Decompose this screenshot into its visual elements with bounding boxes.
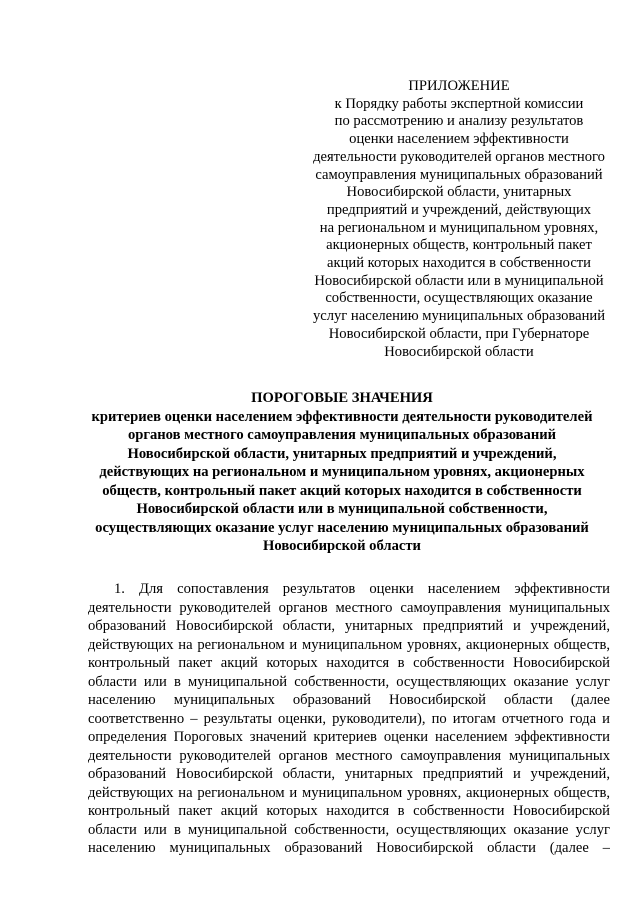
body-line: контрольный пакет акций которых находится в собственности Новосибирской xyxy=(88,655,610,671)
title-line: осуществляющих оказание услуг населению муниципальных образований xyxy=(95,519,589,536)
body-line: соответственно – результаты оценки, руководители), по итогам отчетного года и xyxy=(88,710,610,727)
body-line: деятельности руководителей органов местного самоуправления муниципальных xyxy=(88,747,610,764)
body-line: населению муниципальных образований Новосибирской области (далее – xyxy=(88,840,610,856)
appendix-line: деятельности руководителей органов местного xyxy=(313,148,605,165)
appendix-header xyxy=(300,78,618,361)
appendix-line: собственности, осуществляющих оказание xyxy=(325,290,593,307)
title-line: Новосибирской области, унитарных предприятий и учреждений, xyxy=(127,445,557,462)
appendix-line: Новосибирской области, унитарных xyxy=(346,184,572,201)
appendix-line: услуг населению муниципальных образований xyxy=(312,308,606,325)
appendix-line: Новосибирской области xyxy=(384,343,534,360)
body-line: действующих на региональном и муниципальном уровнях, акционерных обществ, xyxy=(88,636,610,653)
appendix-line: самоуправления муниципальных образований xyxy=(315,166,603,183)
body-line: образований Новосибирской области, унитарных предприятий и учреждений, xyxy=(88,618,610,634)
appendix-line: предприятий и учреждений, действующих xyxy=(326,201,592,218)
body-line: образований Новосибирской области, унитарных предприятий и учреждений, xyxy=(88,766,610,782)
appendix-line: оценки населением эффективности xyxy=(349,131,569,148)
title-line: обществ, контрольный пакет акций которых находится в собственности xyxy=(102,482,582,499)
body-line: населению муниципальных образований Новосибирской области (далее xyxy=(88,692,610,708)
body-line: области или в муниципальной собственности, осуществляющих оказание услуг xyxy=(88,673,610,690)
appendix-line: Новосибирской области или в муниципальной xyxy=(314,272,604,289)
body-paragraph xyxy=(88,580,610,858)
body-line: 1. Для сопоставления результатов оценки населением эффективности xyxy=(114,581,610,597)
appendix-line: по рассмотрению и анализу результатов xyxy=(334,113,584,130)
body-line: области или в муниципальной собственности, осуществляющих оказание услуг xyxy=(88,821,610,838)
appendix-title: ПРИЛОЖЕНИЕ xyxy=(408,78,510,94)
title-line: действующих на региональном и муниципальном уровнях, акционерных xyxy=(99,464,585,480)
document-title xyxy=(62,389,622,556)
title-line: органов местного самоуправления муниципальных образований xyxy=(127,427,557,443)
body-line: деятельности руководителей органов местного самоуправления муниципальных xyxy=(88,599,610,616)
appendix-line: акций которых находится в собственности xyxy=(327,255,591,272)
body-line: определения Пороговых значений критериев оценки населением эффективности xyxy=(88,729,610,745)
title-heading: ПОРОГОВЫЕ ЗНАЧЕНИЯ xyxy=(251,390,433,406)
title-line: критериев оценки населением эффективности деятельности руководителей xyxy=(91,408,593,425)
appendix-line: на региональном и муниципальном уровнях, xyxy=(319,219,599,236)
appendix-line: Новосибирской области, при Губернаторе xyxy=(328,325,590,342)
appendix-line: акционерных обществ, контрольный пакет xyxy=(326,237,592,254)
title-line: Новосибирской области или в муниципальной собственности, xyxy=(136,501,548,517)
title-line: Новосибирской области xyxy=(263,538,421,554)
body-line: контрольный пакет акций которых находится в собственности Новосибирской xyxy=(88,803,610,819)
body-line: действующих на региональном и муниципальном уровнях, акционерных обществ, xyxy=(88,784,610,801)
appendix-line: к Порядку работы экспертной комиссии xyxy=(334,95,584,112)
